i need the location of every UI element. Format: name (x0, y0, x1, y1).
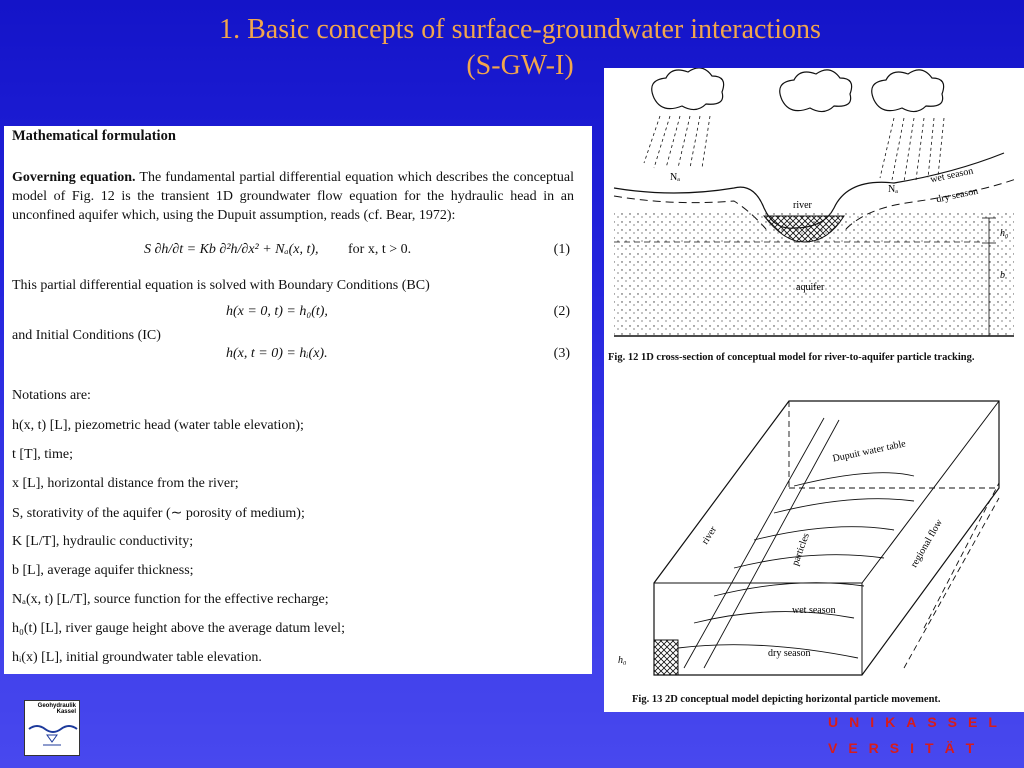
flow-lines (678, 401, 999, 668)
notation-item: x [L], horizontal distance from the river; (12, 476, 239, 491)
fig12-na-right-label: Nₐ (888, 184, 898, 195)
fig12-aquifer-label: aquifer (796, 282, 825, 293)
fig13-caption: Fig. 13 2D conceptual model depicting horizontal particle movement. (632, 694, 941, 705)
equation-2: h(x = 0, t) = h₀(t), (226, 304, 328, 319)
title-line-1: 1. Basic concepts of surface-groundwater interactions (219, 14, 821, 45)
fig12-river-label: river (793, 200, 812, 211)
cloud-icon (652, 68, 724, 110)
title-line-2: (S-GW-I) (466, 50, 574, 81)
fig13-regional-flow-label: regional flow (908, 517, 945, 570)
notation-item: b [L], average aquifer thickness; (12, 563, 194, 578)
fig13-h0-label: h₀ (618, 655, 627, 666)
fig13-wet-season-label: wet season (792, 605, 836, 616)
notation-item: Nₐ(x, t) [L/T], source function for the effective recharge; (12, 592, 329, 607)
equation-3-number: (3) (553, 346, 570, 361)
equation-1-number: (1) (553, 242, 570, 257)
fig13-particles-label: particles (789, 531, 812, 568)
notation-item: t [T], time; (12, 447, 74, 462)
fig12-dry-season-label: dry season (935, 185, 980, 206)
notation-item: h₀(t) [L], river gauge height above the average datum level; (12, 621, 345, 636)
governing-label: Governing equation. (12, 170, 136, 185)
fig12-h0-label: h₀ (1000, 228, 1009, 239)
fig13-river-label: river (699, 524, 720, 547)
bc-text: This partial differential equation is solved with Boundary Conditions (BC) (12, 278, 430, 293)
geohydraulik-logo (24, 700, 80, 756)
fig12-na-left-label: Nₐ (670, 172, 680, 183)
governing-text: The fundamental partial differential equation which describes the conceptual model of Fig. 12 is the transient 1D groundwater flow equation for the hydraulic head in an unconfined aquifer which, using the Dupuit assumption, reads (cf. Bear, 1972): (12, 170, 575, 223)
section-heading: Mathematical formulation (12, 128, 176, 144)
equation-2-number: (2) (553, 304, 570, 319)
notation-item: S, storativity of the aquifer (∼ porosity of medium); (12, 506, 305, 521)
equation-1: S ∂h/∂t = Kb ∂²h/∂x² + Nₐ(x, t), (144, 242, 319, 257)
equation-1-condition: for x, t > 0. (348, 242, 412, 257)
water-level-icon (25, 715, 79, 749)
notations-heading: Notations are: (12, 388, 91, 403)
logo-text-2: Kassel (56, 709, 76, 715)
fig13-dry-season-label: dry season (768, 648, 811, 659)
equation-3: h(x, t = 0) = hᵢ(x). (226, 346, 328, 361)
uni-kassel-wordmark-row1: UNIKASSEL (828, 714, 1008, 730)
governing-paragraph (12, 168, 574, 225)
notation-item: hᵢ(x) [L], initial groundwater table elevation. (12, 650, 262, 665)
uni-kassel-wordmark-row2: VERSITÄT (828, 740, 986, 756)
fig13-dupuit-label: Dupuit water table (831, 438, 907, 465)
ic-text: and Initial Conditions (IC) (12, 328, 161, 343)
math-formulation-panel (4, 126, 592, 674)
notation-item: K [L/T], hydraulic conductivity; (12, 534, 194, 549)
cloud-icon (872, 70, 944, 112)
logo-text-1: Geohydraulik (37, 703, 76, 709)
figures-panel (604, 68, 1024, 712)
notation-item: h(x, t) [L], piezometric head (water table elevation); (12, 418, 304, 433)
rain-lines (644, 116, 944, 182)
fig12-b-label: b (1000, 270, 1005, 281)
fig12-wet-season-label: wet season (929, 165, 975, 186)
figure-12 (614, 68, 1016, 336)
fig12-caption: Fig. 12 1D cross-section of conceptual model for river-to-aquifer particle tracking. (608, 352, 975, 363)
cloud-icon (780, 70, 852, 112)
